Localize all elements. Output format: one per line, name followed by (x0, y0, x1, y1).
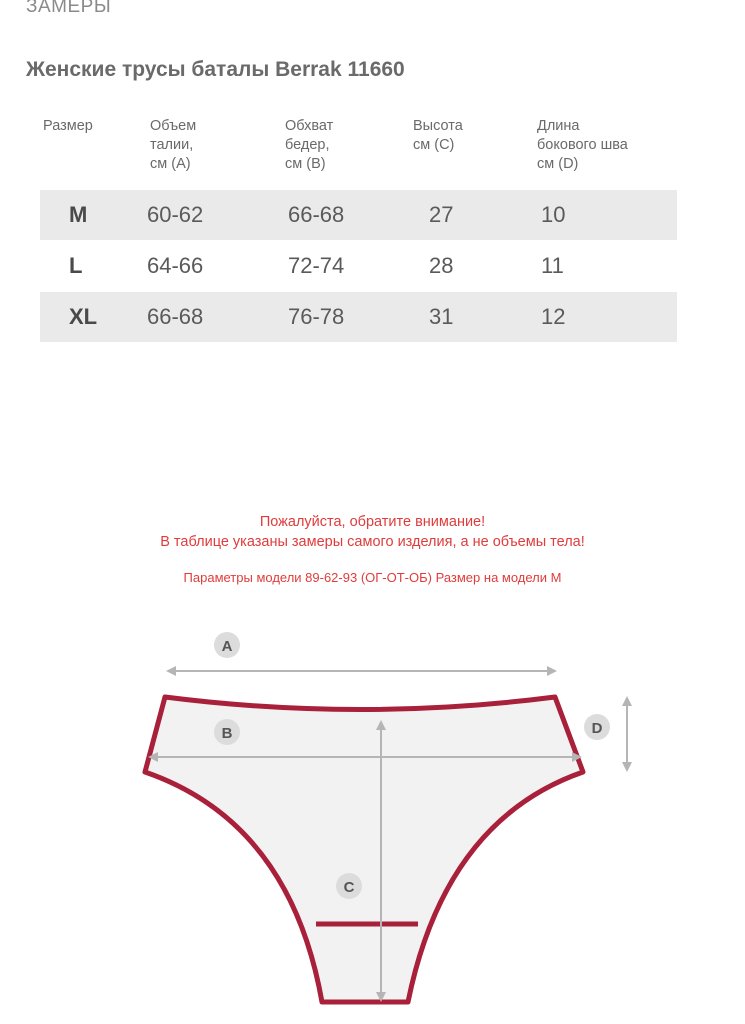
cell-side-seam: 11 (541, 253, 564, 278)
garment-outline (145, 697, 583, 1002)
header-height: Высота см (С) (413, 118, 463, 153)
badge-c-label: C (343, 879, 355, 896)
badge-c (336, 873, 362, 899)
notice-model-params: Параметры модели 89-62-93 (ОГ-ОТ-ОБ) Размер на модели М (183, 570, 562, 585)
cell-waist: 66-68 (147, 304, 204, 329)
table-row (40, 190, 677, 240)
cell-height: 28 (429, 253, 454, 278)
cell-waist: 64-66 (147, 253, 204, 278)
measurement-diagram (0, 620, 745, 1024)
table-row (40, 292, 677, 342)
badge-b (214, 719, 240, 745)
cell-height: 27 (429, 202, 454, 227)
cell-size: XL (69, 304, 98, 329)
cell-size: M (69, 202, 88, 227)
notice-measurements: В таблице указаны замеры самого изделия, а не объемы тела! (160, 534, 585, 550)
header-size: Размер (43, 118, 93, 134)
cell-side-seam: 10 (541, 202, 566, 227)
cell-height: 31 (429, 304, 454, 329)
header-hips: Обхват бедер, см (В) (285, 118, 334, 172)
header-waist: Объем талии, см (А) (150, 118, 197, 172)
cell-waist: 60-62 (147, 202, 204, 227)
table-row (40, 241, 677, 291)
cell-hips: 72-74 (288, 253, 345, 278)
badge-d (584, 714, 610, 740)
header-side-seam: Длина бокового шва см (D) (537, 118, 628, 172)
badge-a (214, 632, 240, 658)
badge-a-label: A (221, 638, 233, 655)
notice-attention: Пожалуйста, обратите внимание! (259, 514, 486, 530)
badge-b-label: B (221, 725, 233, 742)
cell-size: L (69, 253, 83, 278)
product-title: Женские трусы баталы Berrak 11660 (26, 58, 405, 81)
cell-hips: 76-78 (288, 304, 345, 329)
section-label: ЗАМЕРЫ (26, 0, 112, 17)
cell-side-seam: 12 (541, 304, 566, 329)
badge-d-label: D (591, 720, 603, 737)
cell-hips: 66-68 (288, 202, 345, 227)
